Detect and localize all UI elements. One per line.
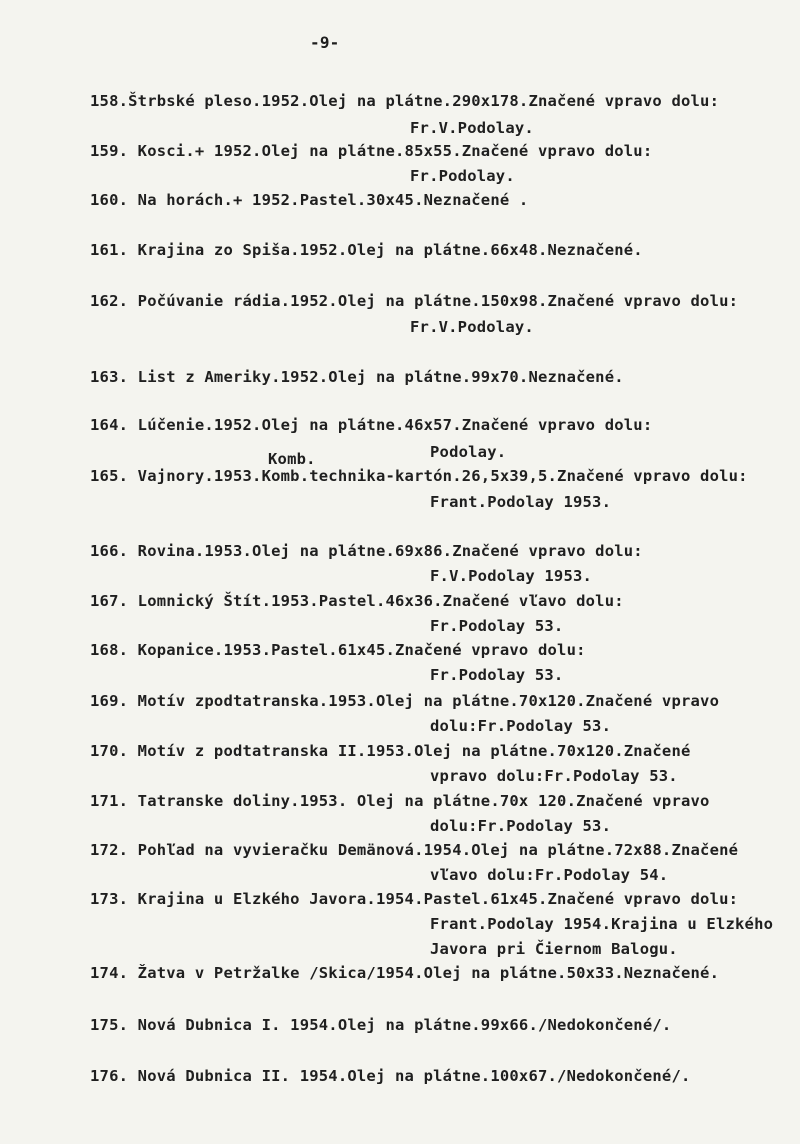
entry-169-line-1: 169. Motív zpodtatranska.1953.Olej na plátne.70x120.Značené vpravo (90, 692, 720, 710)
entry-175: 175. Nová Dubnica I. 1954.Olej na plátne.99x66./Nedokončené/. (90, 1016, 672, 1034)
entry-164-line-1: 164. Lúčenie.1952.Olej na plátne.46x57.Značené vpravo dolu: (90, 416, 653, 434)
entry-162-line-1: 162. Počúvanie rádia.1952.Olej na plátne.150x98.Značené vpravo dolu: (90, 292, 739, 310)
entry-158-line-2: Fr.V.Podolay. (410, 119, 534, 137)
entry-168-line-1: 168. Kopanice.1953.Pastel.61x45.Značené vpravo dolu: (90, 641, 586, 659)
entry-160: 160. Na horách.+ 1952.Pastel.30x45.Neznačené . (90, 191, 529, 209)
entry-168-line-2: Fr.Podolay 53. (430, 666, 564, 684)
entry-170-line-2: vpravo dolu:Fr.Podolay 53. (430, 767, 678, 785)
entry-159-line-2: Fr.Podolay. (410, 167, 515, 185)
entry-176: 176. Nová Dubnica II. 1954.Olej na plátne.100x67./Nedokončené/. (90, 1067, 691, 1085)
page-number: -9- (310, 33, 340, 52)
entry-172-line-2: vľavo dolu:Fr.Podolay 54. (430, 866, 669, 884)
entry-158-line-1: 158.Štrbské pleso.1952.Olej na plátne.290x178.Značené vpravo dolu: (90, 92, 720, 110)
entry-165-insertion: Komb. (268, 450, 316, 468)
entry-173-line-3: Javora pri Čiernom Balogu. (430, 940, 678, 958)
entry-161: 161. Krajina zo Spiša.1952.Olej na plátne.66x48.Neznačené. (90, 241, 643, 259)
entry-165-line-2: Frant.Podolay 1953. (430, 493, 612, 511)
entry-170-line-1: 170. Motív z podtatranska II.1953.Olej na plátne.70x120.Značené (90, 742, 691, 760)
entry-174: 174. Žatva v Petržalke /Skica/1954.Olej na plátne.50x33.Neznačené. (90, 964, 720, 982)
entry-171-line-2: dolu:Fr.Podolay 53. (430, 817, 612, 835)
entry-171-line-1: 171. Tatranske doliny.1953. Olej na plátne.70x 120.Značené vpravo (90, 792, 710, 810)
entry-162-line-2: Fr.V.Podolay. (410, 318, 534, 336)
entry-163: 163. List z Ameriky.1952.Olej na plátne.99x70.Neznačené. (90, 368, 624, 386)
entry-172-line-1: 172. Pohľad na vyvieračku Demänová.1954.Olej na plátne.72x88.Značené (90, 841, 739, 859)
entry-169-line-2: dolu:Fr.Podolay 53. (430, 717, 612, 735)
entry-164-line-2: Podolay. (430, 443, 507, 461)
entry-173-line-2: Frant.Podolay 1954.Krajina u Elzkého (430, 915, 774, 933)
entry-165-line-1: 165. Vajnory.1953.Komb.technika-kartón.26,5x39,5.Značené vpravo dolu: (90, 467, 748, 485)
entry-173-line-1: 173. Krajina u Elzkého Javora.1954.Pastel.61x45.Značené vpravo dolu: (90, 890, 739, 908)
entry-166-line-1: 166. Rovina.1953.Olej na plátne.69x86.Značené vpravo dolu: (90, 542, 643, 560)
entry-159-line-1: 159. Kosci.+ 1952.Olej na plátne.85x55.Značené vpravo dolu: (90, 142, 653, 160)
entry-167-line-1: 167. Lomnický Štít.1953.Pastel.46x36.Značené vľavo dolu: (90, 592, 624, 610)
entry-166-line-2: F.V.Podolay 1953. (430, 567, 593, 585)
entry-167-line-2: Fr.Podolay 53. (430, 617, 564, 635)
